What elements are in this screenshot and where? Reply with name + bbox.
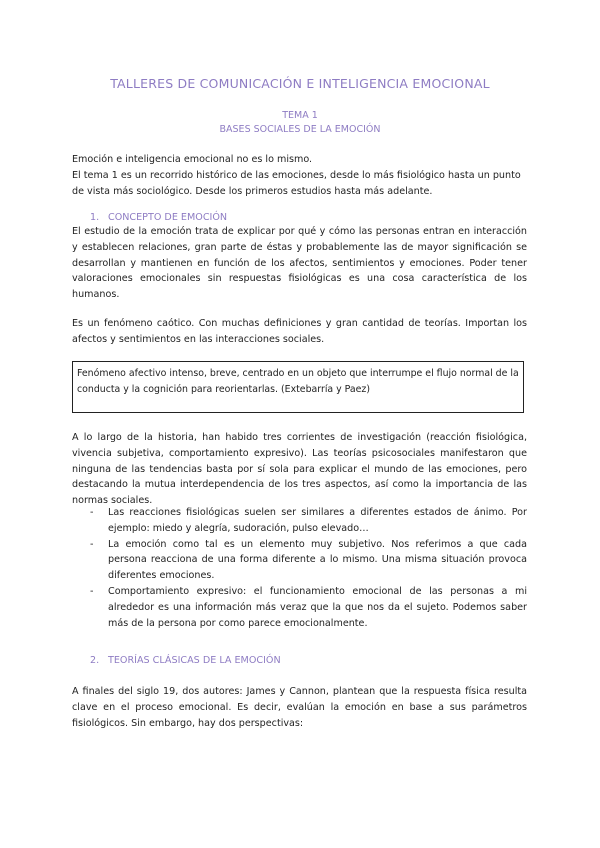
section1-number: 1.	[90, 212, 100, 223]
definition-text: Fenómeno afectivo intenso, breve, centrado en un objeto que interrumpe el flujo normal de la conducta y la cognición para reorientarlas. (Extebarría y Paez)	[77, 368, 519, 395]
section1-bullet-list	[90, 505, 527, 631]
list-item: - Comportamiento expresivo: el funcionamiento emocional de las personas a mi alrededor es una información más veraz que la que nos da el sujeto. Podemos saber más de la persona por como parece emocionalmente.	[90, 585, 527, 629]
section1-paragraph-2: Es un fenómeno caótico. Con muchas definiciones y gran cantidad de teorías. Importan los afectos y sentimientos en las interacciones sociales.	[72, 318, 527, 345]
intro-paragraph: Emoción e inteligencia emocional no es lo mismo. El tema 1 es un recorrido histórico de las emociones, desde lo más fisiológico hasta un punto de vista más sociológico. Desde los primeros estudios hasta más adelante.	[72, 154, 521, 197]
dash-bullet-icon: -	[90, 538, 94, 550]
definition-box	[72, 361, 524, 413]
section2-paragraph-1: A finales del siglo 19, dos autores: James y Cannon, plantean que la respuesta física resulta clave en el proceso emocional. Es decir, evalúan la emoción en base a sus parámetros fisiológicos. Sin embargo, hay dos perspectivas:	[72, 686, 527, 729]
document-title: TALLERES DE COMUNICACIÓN E INTELIGENCIA EMOCIONAL	[110, 76, 490, 91]
section1-title: CONCEPTO DE EMOCIÓN	[108, 212, 228, 223]
dash-bullet-icon: -	[90, 507, 94, 518]
section1-paragraph-3: A lo largo de la historia, han habido tres corrientes de investigación (reacción fisiológica, vivencia subjetiva, comportamiento expresivo). Las teorías psicosociales manifestaron que ninguna de las tendencias basta por sí sola para explicar el mundo de las emociones, pero destacando la mutua interdependencia de los tres aspectos, así como la importancia de las normas sociales.	[72, 432, 527, 507]
list-item: - Las reacciones fisiológicas suelen ser similares a diferentes estados de ánimo. Por ejemplo: miedo y alegría, sudoración, pulso elevado…	[90, 507, 527, 534]
section2-heading	[90, 655, 281, 666]
tema-label: TEMA 1	[282, 110, 318, 121]
section1-paragraph-1: El estudio de la emoción trata de explicar por qué y cómo las personas entran en interacción y establecen relaciones, gran parte de éstas y probablemente las de mayor significación se desarrollan y mantienen en función de los afectos, sentimientos y emociones. Poder tener valoraciones emocionales sin respuestas fisiológicas es una cosa característica de los humanos.	[72, 226, 527, 301]
dash-bullet-icon: -	[90, 585, 94, 597]
section2-title: TEORÍAS CLÁSICAS DE LA EMOCIÓN	[108, 655, 281, 666]
list-item: - La emoción como tal es un elemento muy subjetivo. Nos referimos a que cada persona reacciona de una forma diferente a lo mismo. Una misma situación provoca diferentes emociones.	[90, 538, 527, 582]
section2-number: 2.	[90, 655, 100, 666]
tema-subtitle: BASES SOCIALES DE LA EMOCIÓN	[219, 124, 381, 135]
section1-heading	[90, 212, 227, 223]
